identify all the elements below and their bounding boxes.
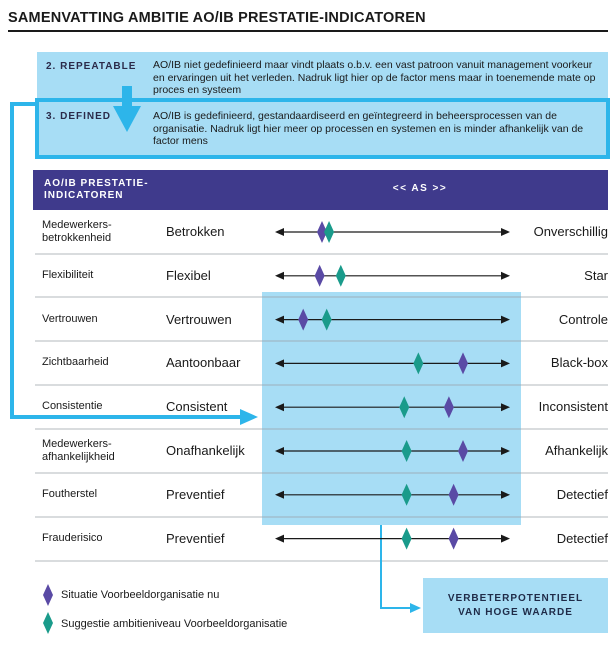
row-right-pole: Detectief [556,486,608,502]
row-right-pole: Controle [558,311,608,327]
level-2-label: 2. REPEATABLE [46,61,137,72]
row-right-pole: Detectief [556,530,608,546]
level-3-text: AO/IB is gedefinieerd, gestandaardiseerd en geïntegreerd in beheersprocessen van de organisatie. Nadruk ligt hier meer op processen en systemen en is minder afhankelijk van de factor mens [153,110,584,147]
row-right-pole: Black-box [550,355,608,371]
row-indicator: Zichtbaarheid [42,356,109,369]
row-left-pole: Preventief [166,530,225,546]
scale-left-arrowhead [275,535,284,543]
highlight-region [262,292,521,525]
defined-arrowhead [240,409,258,425]
row-indicator: Medewerkers- betrokkenheid [42,219,112,244]
scale-right-arrowhead [501,535,510,543]
ambition-level-diamond [402,528,412,550]
ambition-level-diamond [336,265,346,287]
page-title: SAMENVATTING AMBITIE AO/IB PRESTATIE-INDICATOREN [8,10,426,26]
row-left-pole: Onafhankelijk [166,443,245,458]
row-indicator: Flexibiliteit [42,268,94,281]
row-indicator: Consistentie [42,400,103,413]
row-indicator: Frauderisico [42,531,103,544]
ambition-level-diamond [324,221,334,243]
row-right-pole: Inconsistent [538,399,608,415]
scale-right-arrowhead [501,228,510,236]
row-left-pole: Consistent [166,399,228,415]
legend-current-diamond [43,584,53,606]
row-right-pole: Star [584,267,608,283]
row-right-pole: Afhankelijk [545,443,608,458]
table-header-scale: << AS >> [392,183,448,194]
row-left-pole: Betrokken [166,224,225,239]
legend-current-label: Situatie Voorbeeldorganisatie nu [61,589,220,601]
improvement-potential-box: VERBETERPOTENTIEEL VAN HOGE WAARDE [423,578,608,633]
scale-left-arrowhead [275,228,284,236]
row-indicator: Foutherstel [42,487,98,500]
level-2-text: AO/IB niet gedefinieerd maar vindt plaats o.b.v. een vast patroon vanuit management voorkeur en ervaringen uit het verleden. Nadruk ligt hier op de factor mens maar in toenemende mate op proces en systeem [153,59,596,96]
level-3-label: 3. DEFINED [46,111,112,122]
table-header-indicators: AO/IB PRESTATIE- INDICATOREN [44,178,149,201]
row-indicator: Vertrouwen [42,312,98,325]
row-indicator: Medewerkers- afhankelijkheid [42,438,115,463]
scale-right-arrowhead [501,272,510,280]
row-left-pole: Aantoonbaar [166,355,241,371]
row-left-pole: Preventief [166,486,225,502]
scale-left-arrowhead [275,272,284,280]
current-situation-diamond [449,528,459,550]
row-left-pole: Flexibel [166,267,211,283]
legend-target-label: Suggestie ambitieniveau Voorbeeldorganisatie [61,618,288,630]
row-left-pole: Vertrouwen [166,311,232,327]
legend-target-diamond [43,612,53,634]
current-situation-diamond [315,265,325,287]
cta-arrowhead [410,603,421,613]
row-right-pole: Onverschillig [533,224,608,239]
